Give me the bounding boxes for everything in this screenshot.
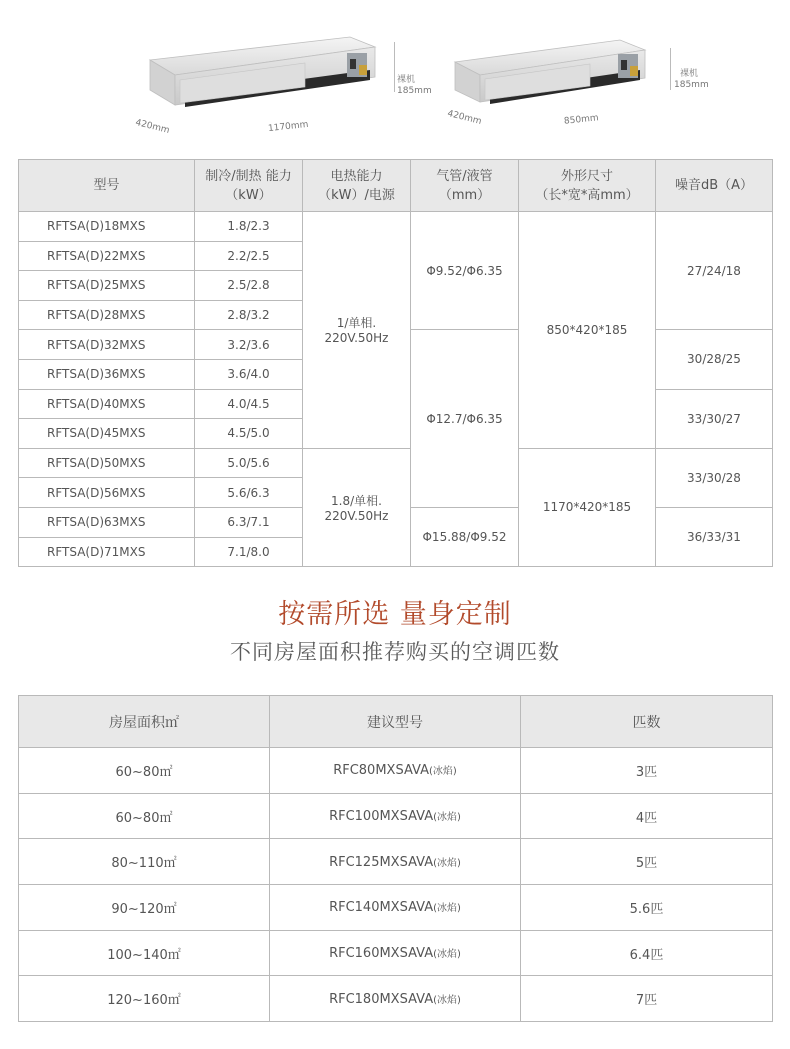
- rec-header-row: [19, 696, 773, 748]
- hp-cell: 5匹: [521, 839, 773, 885]
- height-label-large: 185mm: [397, 86, 432, 96]
- duct-unit-small-image: [440, 30, 670, 120]
- model-cell: RFTSA(D)63MXS: [19, 507, 195, 537]
- model-cell: RFTSA(D)45MXS: [19, 419, 195, 449]
- size-cell: 1170*420*185: [519, 448, 656, 566]
- model-cell: RFTSA(D)18MXS: [19, 212, 195, 242]
- capacity-cell: 5.6/6.3: [195, 478, 303, 508]
- area-cell: 100~140㎡: [19, 930, 270, 976]
- area-cell: 90~120㎡: [19, 885, 270, 931]
- header-model: 型号: [19, 160, 195, 212]
- height-dimension-line-small: [670, 48, 671, 90]
- header-horsepower: 匹数: [521, 696, 773, 748]
- height-caption-small: 裸机: [680, 69, 699, 79]
- capacity-cell: 6.3/7.1: [195, 507, 303, 537]
- height-dimension-line-large: [394, 42, 395, 92]
- header-noise: 噪音dB（A）: [656, 160, 773, 212]
- model-cell: RFC180MXSAVA(冰焰): [270, 976, 521, 1022]
- table-row: [19, 976, 773, 1022]
- model-cell: RFTSA(D)50MXS: [19, 448, 195, 478]
- depth-label-small: 420mm: [446, 108, 483, 128]
- table-row: [19, 793, 773, 839]
- area-cell: 80~110㎡: [19, 839, 270, 885]
- header-size: 外形尺寸 （长*宽*高mm）: [519, 160, 656, 212]
- header-heating: 电热能力 （kW）/电源: [303, 160, 411, 212]
- model-cell: RFTSA(D)22MXS: [19, 241, 195, 271]
- model-cell: RFTSA(D)36MXS: [19, 359, 195, 389]
- noise-cell: 30/28/25: [656, 330, 773, 389]
- table-row: [19, 885, 773, 931]
- area-cell: 120~160㎡: [19, 976, 270, 1022]
- spec-header-row: [19, 160, 773, 212]
- width-label-large: 1170mm: [267, 119, 309, 135]
- width-label-small: 850mm: [563, 113, 600, 127]
- heating-cell: 1.8/单相. 220V.50Hz: [303, 448, 411, 566]
- table-row: [19, 748, 773, 794]
- area-cell: 60~80㎡: [19, 793, 270, 839]
- area-cell: 60~80㎡: [19, 748, 270, 794]
- pipe-cell: Φ15.88/Φ9.52: [411, 507, 519, 566]
- heating-cell: 1/单相. 220V.50Hz: [303, 212, 411, 449]
- model-cell: RFC160MXSAVA(冰焰): [270, 930, 521, 976]
- hp-cell: 7匹: [521, 976, 773, 1022]
- capacity-cell: 4.0/4.5: [195, 389, 303, 419]
- table-row: [19, 930, 773, 976]
- model-cell: RFC80MXSAVA(冰焰): [270, 748, 521, 794]
- table-row: [19, 839, 773, 885]
- noise-cell: 36/33/31: [656, 507, 773, 566]
- duct-unit-large-image: [125, 25, 390, 125]
- header-capacity: 制冷/制热 能力 （kW）: [195, 160, 303, 212]
- pipe-cell: Φ12.7/Φ6.35: [411, 330, 519, 508]
- section-headline: 按需所选 量身定制: [278, 599, 512, 630]
- size-cell: 850*420*185: [519, 212, 656, 449]
- depth-label-large: 420mm: [134, 117, 171, 137]
- recommendation-table: [18, 695, 773, 1022]
- capacity-cell: 3.2/3.6: [195, 330, 303, 360]
- model-cell: RFC100MXSAVA(冰焰): [270, 793, 521, 839]
- model-cell: RFTSA(D)71MXS: [19, 537, 195, 567]
- hp-cell: 3匹: [521, 748, 773, 794]
- capacity-cell: 7.1/8.0: [195, 537, 303, 567]
- table-row: [19, 212, 773, 242]
- header-pipe: 气管/液管 （mm）: [411, 160, 519, 212]
- model-cell: RFTSA(D)28MXS: [19, 300, 195, 330]
- noise-cell: 33/30/27: [656, 389, 773, 448]
- hp-cell: 6.4匹: [521, 930, 773, 976]
- header-suggested-model: 建议型号: [270, 696, 521, 748]
- hp-cell: 4匹: [521, 793, 773, 839]
- hp-cell: 5.6匹: [521, 885, 773, 931]
- model-cell: RFTSA(D)25MXS: [19, 271, 195, 301]
- spec-table: [18, 159, 773, 567]
- capacity-cell: 1.8/2.3: [195, 212, 303, 242]
- height-label-small: 185mm: [674, 80, 709, 90]
- capacity-cell: 3.6/4.0: [195, 359, 303, 389]
- model-cell: RFTSA(D)56MXS: [19, 478, 195, 508]
- product-illustration: [0, 0, 790, 150]
- noise-cell: 33/30/28: [656, 448, 773, 507]
- table-row: [19, 448, 773, 478]
- capacity-cell: 2.5/2.8: [195, 271, 303, 301]
- capacity-cell: 2.2/2.5: [195, 241, 303, 271]
- capacity-cell: 2.8/3.2: [195, 300, 303, 330]
- pipe-cell: Φ9.52/Φ6.35: [411, 212, 519, 330]
- capacity-cell: 4.5/5.0: [195, 419, 303, 449]
- noise-cell: 27/24/18: [656, 212, 773, 330]
- height-caption-large: 裸机: [397, 75, 416, 85]
- header-area: 房屋面积㎡: [19, 696, 270, 748]
- section-subheadline: 不同房屋面积推荐购买的空调匹数: [230, 640, 560, 664]
- model-cell: RFC125MXSAVA(冰焰): [270, 839, 521, 885]
- model-cell: RFC140MXSAVA(冰焰): [270, 885, 521, 931]
- capacity-cell: 5.0/5.6: [195, 448, 303, 478]
- model-cell: RFTSA(D)40MXS: [19, 389, 195, 419]
- model-cell: RFTSA(D)32MXS: [19, 330, 195, 360]
